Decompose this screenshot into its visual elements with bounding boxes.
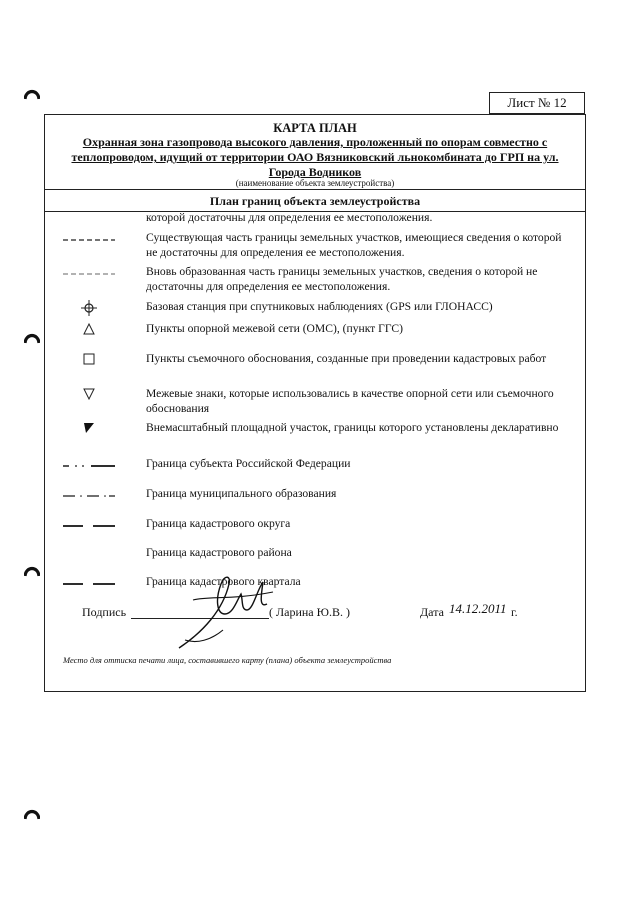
date-suffix: г. xyxy=(511,605,518,619)
legend-text: которой достаточны для определения ее местоположения. xyxy=(146,211,433,224)
sheet-number: 12 xyxy=(553,95,567,110)
punch-mark-icon xyxy=(24,563,40,577)
seal-note: Место для оттиска печати лица, составившего карту (плана) объекта землеустройства xyxy=(63,655,392,665)
object-name: Охранная зона газопровода высокого давления, проложенный по опорам совместно с теплопроводом, идущий от территории ОАО Вязниковский льнокомбината до ГРП на ул. Города Водников xyxy=(71,135,559,179)
gps-station-icon xyxy=(59,300,119,316)
legend-text: Граница кадастрового округа xyxy=(146,517,291,530)
document-frame xyxy=(44,114,586,692)
punch-mark-icon xyxy=(24,806,40,820)
date-label: Дата xyxy=(420,605,444,619)
legend-text: Пункты съемочного обоснования, созданные при проведении кадастровых работ xyxy=(146,352,547,365)
legend-text: Граница субъекта Российской Федерации xyxy=(146,457,351,470)
signer-name: ( Ларина Ю.В. ) xyxy=(269,605,350,619)
legend-text: Существующая часть границы земельных участков, имеющиеся сведения о которой не достаточны для определения ее местоположения. xyxy=(146,231,562,259)
legend-text: Граница муниципального образования xyxy=(146,487,337,500)
legend-text: Базовая станция при спутниковых наблюдениях (GPS или ГЛОНАСС) xyxy=(146,300,493,313)
divider xyxy=(45,189,585,190)
section-title: План границ объекта землеустройства xyxy=(209,194,421,208)
sheet-label: Лист № xyxy=(507,95,551,110)
legend-text: Вновь образованная часть границы земельных участков, сведения о которой не достаточны для определения ее местоположения. xyxy=(146,265,538,293)
object-name-note: (наименование объекта землеустройства) xyxy=(235,178,395,188)
long-dash-line-icon xyxy=(59,581,119,587)
legend-text: Внемасштабный площадной участок, границы которого установлены декларативно xyxy=(146,421,559,434)
legend-text: Пункты опорной межевой сети (ОМС), (пункт ГГС) xyxy=(146,322,403,335)
date-value: 14.12.2011 xyxy=(449,601,507,616)
triangle-down-icon xyxy=(59,388,119,400)
signature-label: Подпись xyxy=(82,605,127,619)
long-dash-line-icon xyxy=(59,523,119,529)
triangle-up-icon xyxy=(59,323,119,335)
dashed-line-light-icon xyxy=(59,271,119,277)
legend-text: Граница кадастрового квартала xyxy=(146,575,301,588)
punch-mark-icon xyxy=(24,86,40,100)
handwritten-signature xyxy=(163,570,283,655)
filled-corner-icon xyxy=(59,422,119,434)
sheet-number-box xyxy=(489,92,585,114)
dash-dot-dot-line-icon xyxy=(59,463,119,469)
square-icon xyxy=(59,353,119,365)
dash-dot-line-icon xyxy=(59,493,119,499)
dashed-line-icon xyxy=(59,237,119,243)
punch-mark-icon xyxy=(24,330,40,344)
legend-text: Граница кадастрового района xyxy=(146,546,292,559)
legend-text: Межевые знаки, которые использовались в качестве опорной сети или съемочного обоснования xyxy=(146,387,554,415)
document-title: КАРТА ПЛАН xyxy=(273,121,357,135)
